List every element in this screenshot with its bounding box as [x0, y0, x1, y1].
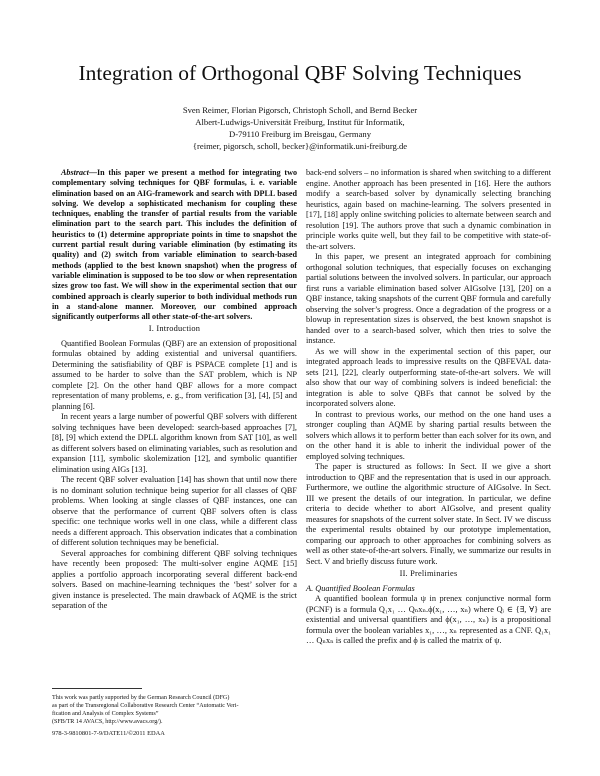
- affiliation-line-2: D-79110 Freiburg im Breisgau, Germany: [228, 129, 371, 139]
- right-column: [306, 168, 551, 647]
- right-paragraph-2: In this paper, we present an integrated approach for combining orthogonal solution techniques, that especially focuses on exchanging partial solutions between the involved solvers. In particular, our approach first runs a variable elimination based solver AIGsolve [13], [20] on a QBF instance, taking snapshots of the current QBF formula and carefully observing the solver’s progress. Once a degradation of the progress or a blowup in representation sizes is observed, the best known snapshot is handed over to a search-based solver, which then tries to solve the instance.: [306, 252, 551, 345]
- right-paragraph-3: As we will show in the experimental section of this paper, our integrated approach leads to impressive results on the QBFEVAL data-sets [21], [22], clearly outperforming state-of-the-art solvers. We will also show that our way of combining solvers is indeed beneficial: the integration is able to solve QBFs that cannot be solved by the incorporated solvers alone.: [306, 346, 551, 408]
- intro-paragraph-4: Several approaches for combining different QBF solving techniques have recently been proposed: The multi-solver engine AQME [15] applies a portfolio approach incorporating several different back-end solvers. Based on machine-learning techniques the ‘best’ solver for a given instance is preselected. The main drawback of AQME is the strict separation of the: [52, 548, 297, 611]
- footnote: [52, 694, 297, 726]
- copyright-notice: 978-3-9810801-7-9/DATE11/©2011 EDAA: [52, 730, 165, 737]
- intro-paragraph-3: The recent QBF solver evaluation [14] has shown that until now there is no dominant solution technique being superior for all classes of QBF problems. When looking at single classes of QBF instances, one can observe that the performance of current QBF solvers often is class specific: one technique works well in one class, while a different class needs a different approach. This observation indicates that a combination of different solution techniques may be beneficial.: [52, 475, 297, 548]
- intro-paragraph-1: Quantified Boolean Formulas (QBF) are an extension of propositional formulas obtained by adding existential and universal quantifiers. Determining the satisfiability of QBF is PSPACE complete [1] and is assumed to be harder to solve than the SAT problem, which is NP complete [2]. On the other hand QBF allows for a more compact representation of many problems, e. g., from verification [3], [4], [5] and planning [6].: [52, 338, 297, 411]
- right-paragraph-5: The paper is structured as follows: In Sect. II we give a short introduction to QBF and the representation that is used in our approach. Furthermore, we outline the algorithmic structure of AIGsolve. In Sect. III we present the details of our integration. In particular, we define criteria to decide whether to abort AIGsolve, and present quality measures for snapshots of the current solver state. In Sect. IV we discuss the experimental results obtained by our prototype implementation, comparing our approach to other approaches for combining solvers as well as other state-of-the-art solvers. Finally, we summarize our results in Sect. V and briefly discuss future work.: [306, 462, 551, 566]
- right-paragraph-1: back-end solvers – no information is shared when switching to a different engine. Another approach has been presented in [16]. Here the authors modify a search-based solver by dynamically selecting branching heuristics, again based on machine-learning. The solvers presented in [17], [18] apply online switching policies to alternate between search and resolution [19]. The authors prove that such a dynamic combination in principle works quite well, but they fail to be competitive with state-of-the-art solvers.: [306, 168, 551, 251]
- abstract-lead: Abstract: [61, 168, 89, 177]
- section-heading-introduction: I. Introduction: [148, 324, 201, 334]
- author-block: [0, 104, 600, 152]
- author-emails: {reimer, pigorsch, scholl, becker}@informatik.uni-freiburg.de: [192, 141, 408, 151]
- right-paragraph-4: In contrast to previous works, our method on the one hand uses a stronger coupling than AQME by sharing partial results between the solvers which allows it to perform better than each solver for its own, and on the other hand it is able to inherit the individual power of the employed solving techniques.: [306, 409, 551, 461]
- left-column: [52, 168, 297, 612]
- footnote-line: This work was partly supported by the German Research Council (DFG): [52, 695, 230, 701]
- footnote-line: as part of the Transregional Collaborative Research Center “Automatic Veri-: [52, 703, 239, 709]
- right-paragraph-6: A quantified boolean formula ψ in prenex conjunctive normal form (PCNF) is a formula Q₁x₁ … Qₙxₙ.ϕ(x₁, …, xₙ) where Qᵢ ∈ {∃, ∀} are existential and universal quantifiers and ϕ(x₁, …, xₙ) is a propositional formula over the boolean variables x₁, …, xₙ represented as a CNF. Q₁x₁ … Qₙxₙ is called the prefix and ϕ is called the matrix of ψ.: [306, 594, 551, 645]
- abstract-text: —In this paper we present a method for integrating two complementary solving techniques for QBF formulas, i. e. variable elimination based on an AIG-framework and search with DPLL based solving. We develop a sophisticated mechanism for coupling these techniques, enabling the transfer of partial results from the variable elimination part to the search part. This includes the definition of heuristics to (1) determine appropriate points in time to snapshot the current partial result during variable elimination (by estimating its quality) and (2) switch from variable elimination to search-based methods (applied to the best known snapshot) when the progress of variable elimination is supposed to be too slow or when representation sizes grow too fast. We will show in the experimental section that our combined approach is clearly superior to both individual methods run in a stand-alone manner. Moreover, our combined approach significantly outperforms all other state-of-the-art solvers.: [52, 168, 297, 322]
- section-heading-preliminaries: II. Preliminaries: [399, 569, 458, 578]
- intro-paragraph-2: In recent years a large number of powerful QBF solvers with different solving techniques have been developed: search-based approaches [7], [8], [9] which extend the DPLL algorithm known from SAT [10], as well as different solvers based on eliminating variables, such as resolution and expansion [11], symbolic skolemization [12], and symbolic quantifier elimination using AIGs [13].: [52, 412, 297, 474]
- affiliation-line-1: Albert-Ludwigs-Universität Freiburg, Institut für Informatik,: [195, 117, 405, 127]
- subsection-heading-qbf: A. Quantified Boolean Formulas: [306, 583, 415, 593]
- footnote-line: (SFB/TR 14 AVACS, http://www.avacs.org/).: [52, 719, 163, 725]
- footnote-divider: [52, 688, 142, 689]
- footnote-line: fication and Analysis of Complex Systems”: [52, 711, 159, 717]
- paper-title: Integration of Orthogonal QBF Solving Techniques: [78, 61, 522, 85]
- abstract: [52, 168, 297, 322]
- author-names: Sven Reimer, Florian Pigorsch, Christoph Scholl, and Bernd Becker: [182, 105, 418, 115]
